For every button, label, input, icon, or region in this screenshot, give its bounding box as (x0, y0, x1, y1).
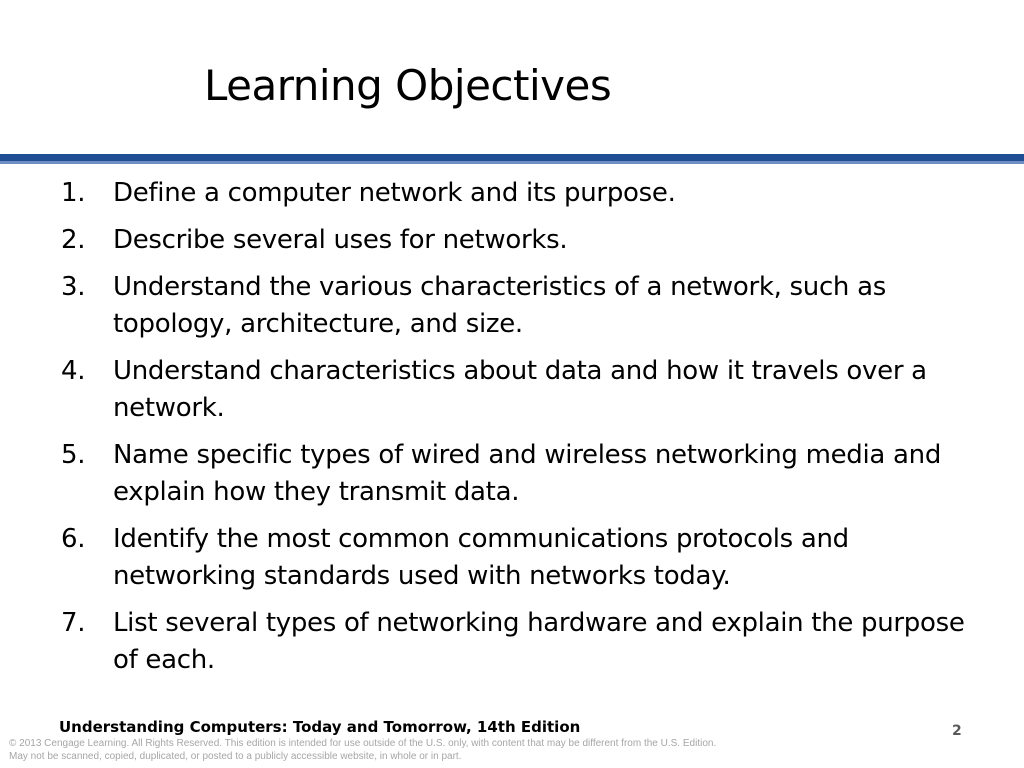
objective-number: 1. (61, 178, 86, 208)
objective-text: Understand characteristics about data and how it travels over a network. (113, 356, 927, 423)
objective-number: 4. (61, 356, 86, 386)
objective-number: 6. (61, 524, 86, 554)
objective-text: Identify the most common communications protocols and networking standards used with networks today. (113, 524, 849, 591)
objective-text: List several types of networking hardware and explain the purpose of each. (113, 608, 965, 675)
slide-title: Learning Objectives (204, 61, 612, 110)
objective-number: 5. (61, 440, 86, 470)
objective-number: 3. (61, 272, 86, 302)
footer-book-title: Understanding Computers: Today and Tomorrow, 14th Edition (59, 718, 581, 736)
objective-item (0, 437, 1000, 511)
title-divider-shadow (0, 161, 1024, 164)
title-divider (0, 154, 1024, 161)
objective-text: Understand the various characteristics of a network, such as topology, architecture, and size. (113, 272, 886, 339)
objective-text: Name specific types of wired and wireless networking media and explain how they transmit data. (113, 440, 942, 507)
page-number: 2 (952, 723, 962, 739)
objective-item (0, 175, 1000, 212)
objective-number: 7. (61, 608, 86, 638)
objective-text: Describe several uses for networks. (113, 225, 568, 255)
objective-number: 2. (61, 225, 86, 255)
objective-item (0, 222, 1000, 259)
objective-item (0, 521, 1000, 595)
copyright-notice (9, 737, 909, 763)
objective-text: Define a computer network and its purpose. (113, 178, 676, 208)
copyright-line: May not be scanned, copied, duplicated, or posted to a publicly accessible website, in whole or in part. (9, 751, 462, 762)
objective-item (0, 605, 1000, 679)
copyright-line: © 2013 Cengage Learning. All Rights Reserved. This edition is intended for use outside of the U.S. only, with content that may be different from the U.S. Edition. (9, 738, 717, 749)
objective-item (0, 269, 1000, 343)
objective-item (0, 353, 1000, 427)
objectives-list (0, 175, 1000, 689)
